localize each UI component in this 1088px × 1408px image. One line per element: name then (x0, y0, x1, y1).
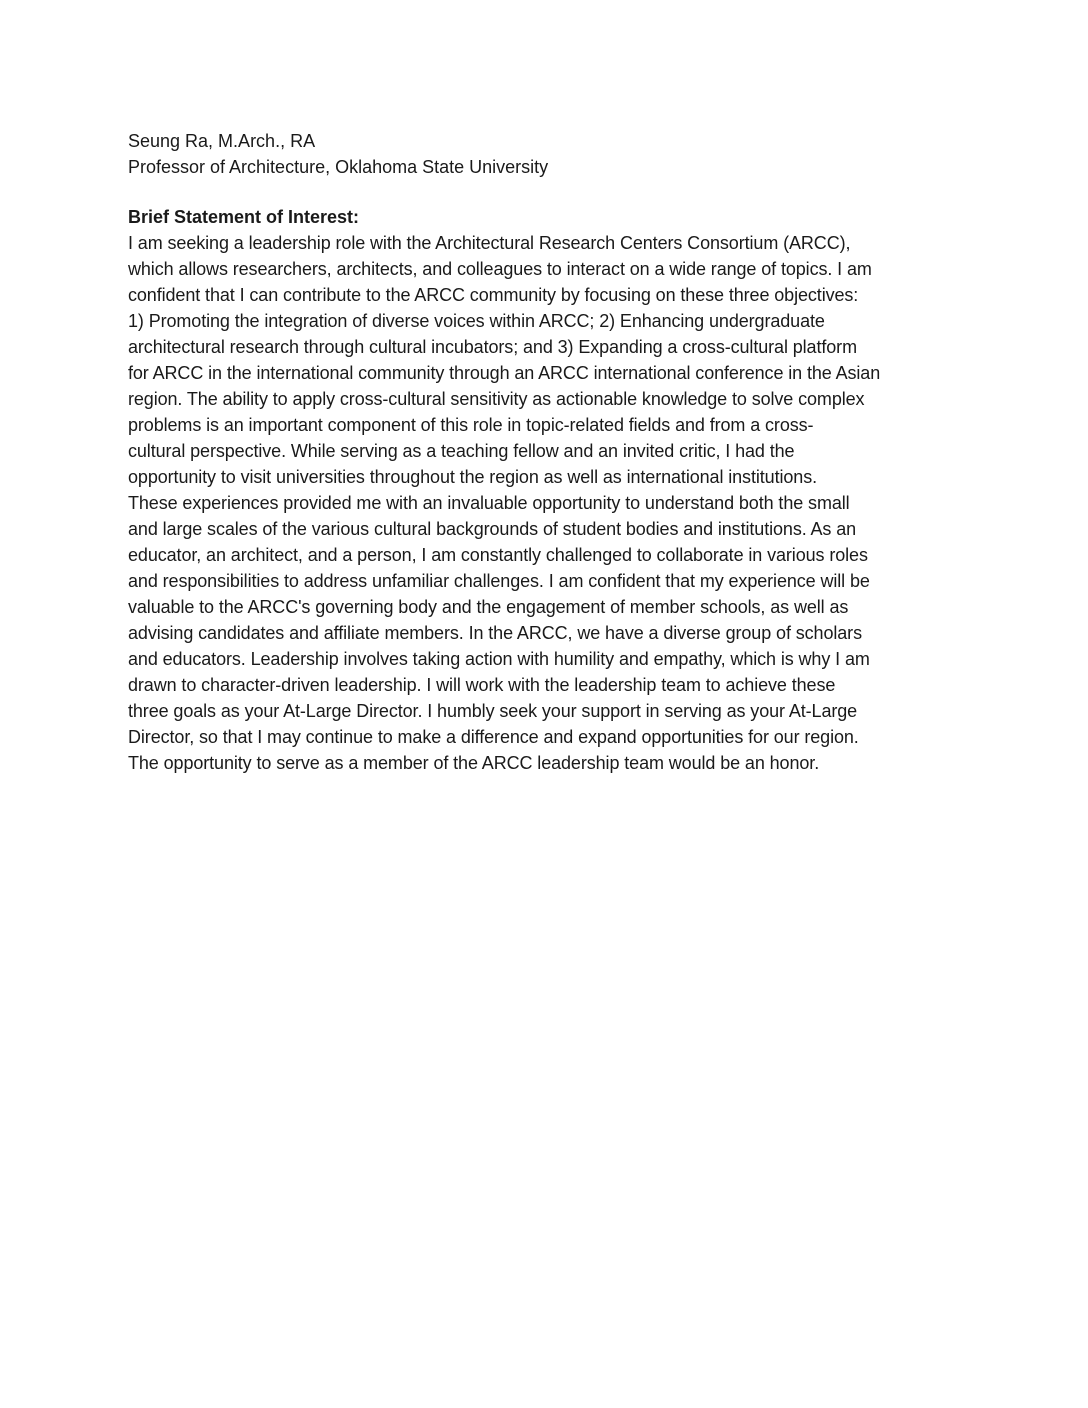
statement-line: confident that I can contribute to the ARCC community by focusing on these three objectives: (128, 285, 859, 305)
statement-line: and responsibilities to address unfamiliar challenges. I am confident that my experience will be (128, 571, 870, 591)
statement-line: for ARCC in the international community through an ARCC international conference in the Asian (128, 363, 881, 383)
document-page (128, 128, 960, 776)
spacer (128, 180, 960, 204)
statement-line: The opportunity to serve as a member of the ARCC leadership team would be an honor. (128, 753, 820, 773)
statement-line: which allows researchers, architects, and colleagues to interact on a wide range of topics. I am (128, 259, 872, 279)
statement-line: I am seeking a leadership role with the Architectural Research Centers Consortium (ARCC), (128, 233, 851, 253)
statement-line: drawn to character-driven leadership. I will work with the leadership team to achieve these (128, 675, 836, 695)
statement-line: region. The ability to apply cross-cultural sensitivity as actionable knowledge to solve complex (128, 389, 865, 409)
statement-heading: Brief Statement of Interest: (128, 207, 360, 227)
statement-line: cultural perspective. While serving as a teaching fellow and an invited critic, I had the (128, 441, 795, 461)
statement-body (128, 230, 960, 776)
statement-line: problems is an important component of this role in topic-related fields and from a cross- (128, 415, 814, 435)
author-title: Professor of Architecture, Oklahoma State University (128, 157, 549, 177)
statement-line: three goals as your At-Large Director. I humbly seek your support in serving as your At-Large (128, 701, 858, 721)
statement-line: These experiences provided me with an invaluable opportunity to understand both the small (128, 493, 850, 513)
statement-line: educator, an architect, and a person, I am constantly challenged to collaborate in various roles (128, 545, 868, 565)
statement-line: opportunity to visit universities throughout the region as well as international institutions. (128, 467, 817, 487)
statement-line: and educators. Leadership involves taking action with humility and empathy, which is why I am (128, 649, 870, 669)
statement-line: valuable to the ARCC's governing body and the engagement of member schools, as well as (128, 597, 849, 617)
statement-line: advising candidates and affiliate members. In the ARCC, we have a diverse group of scholars (128, 623, 862, 643)
statement-line: and large scales of the various cultural backgrounds of student bodies and institutions. As an (128, 519, 857, 539)
statement-line: 1) Promoting the integration of diverse voices within ARCC; 2) Enhancing undergraduate (128, 311, 825, 331)
statement-line: Director, so that I may continue to make a difference and expand opportunities for our region. (128, 727, 859, 747)
author-name: Seung Ra, M.Arch., RA (128, 131, 316, 151)
statement-line: architectural research through cultural incubators; and 3) Expanding a cross-cultural platform (128, 337, 857, 357)
